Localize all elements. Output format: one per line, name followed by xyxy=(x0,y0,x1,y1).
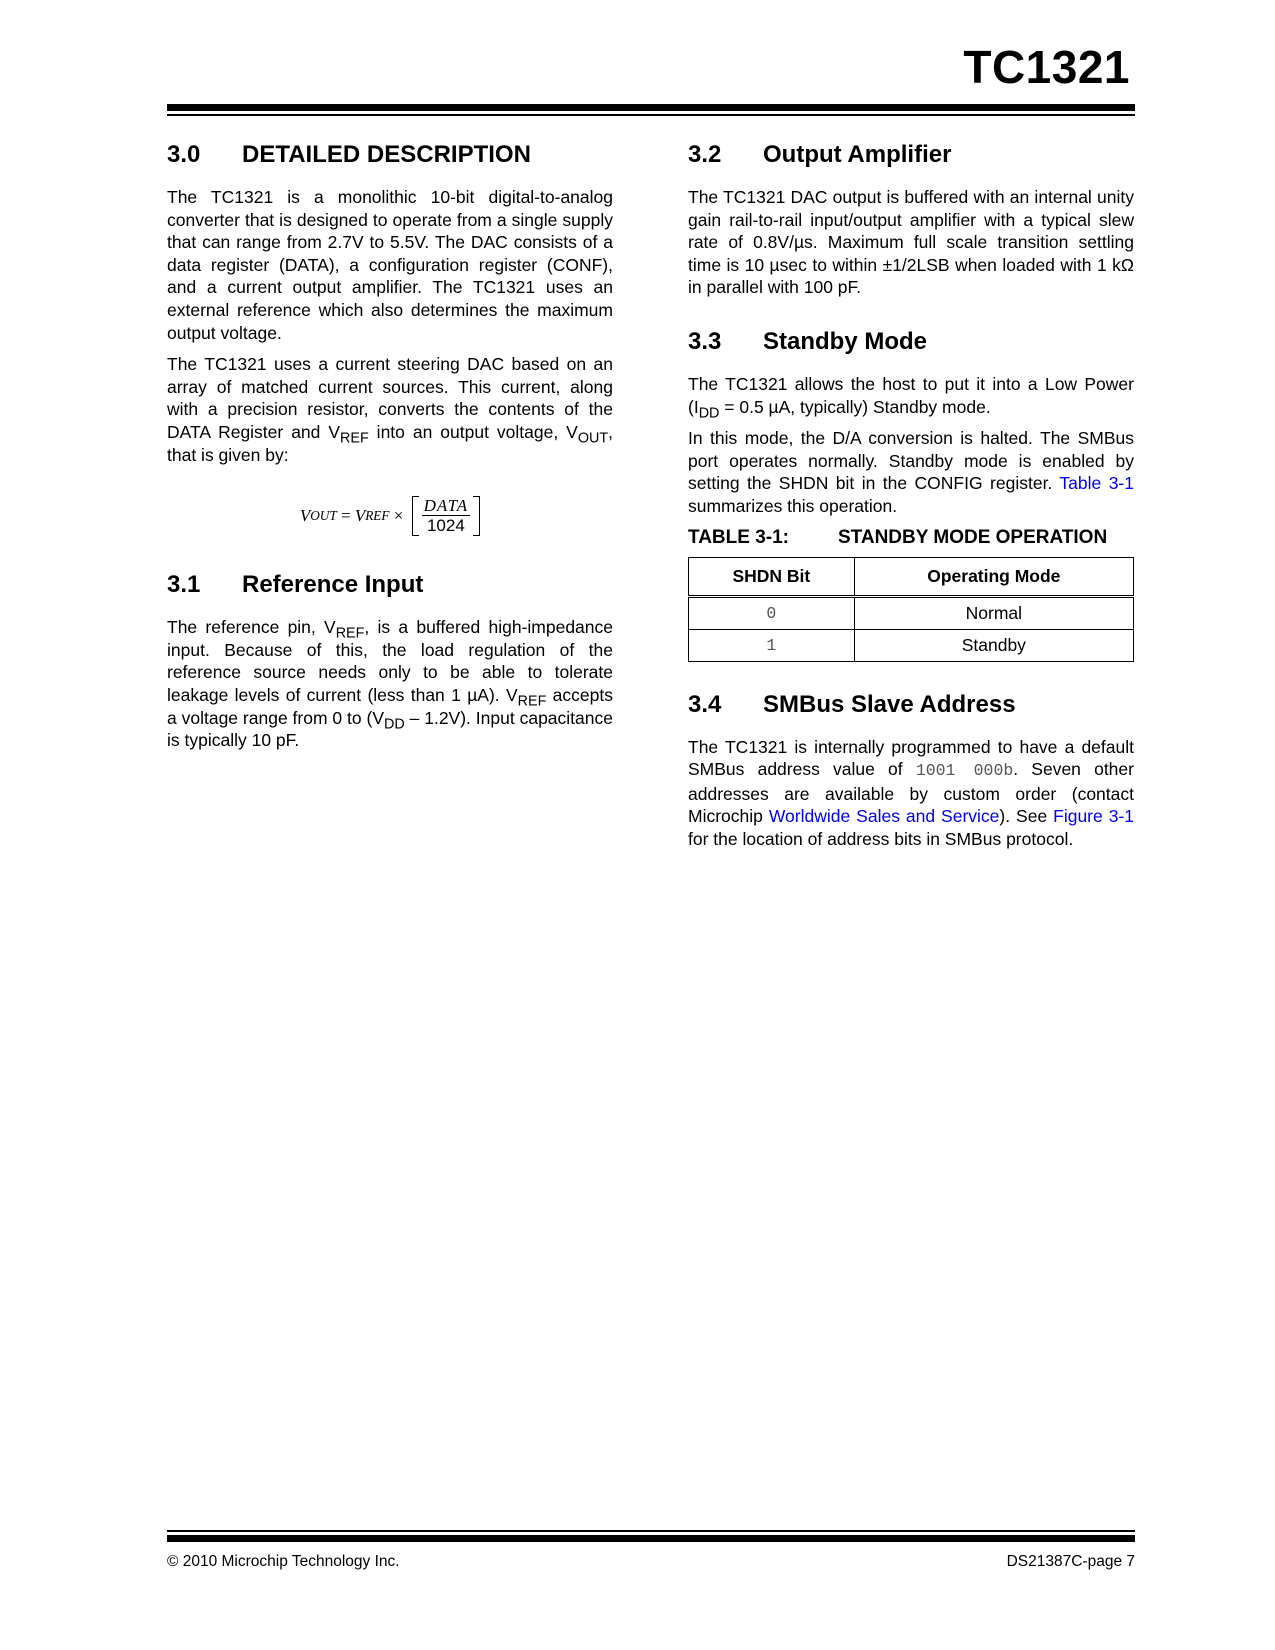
table-label: TABLE 3-1: xyxy=(688,526,789,548)
table-caption xyxy=(688,527,1134,549)
section-number: 3.0 xyxy=(167,141,201,168)
table-cell: 1 xyxy=(689,629,855,661)
right-column xyxy=(688,138,1134,877)
table-cell: 0 xyxy=(689,596,855,629)
section-heading xyxy=(167,568,613,602)
table-title: STANDBY MODE OPERATION xyxy=(838,526,1108,548)
header-rule-thin xyxy=(167,114,1135,116)
equation-fraction xyxy=(419,497,474,536)
paragraph: The TC1321 is internally programmed to have a default SMBus address value of 1001 000b. Seven other addresses are available by custom order (contact Microchip Worldwide Sales and Service). See Figure 3-1 for the location of address bits in SMBus protocol. xyxy=(688,736,1134,849)
footer-rule-thick xyxy=(167,1535,1135,1542)
section-3-3 xyxy=(688,325,1134,662)
section-number: 3.1 xyxy=(167,571,201,599)
document-title: TC1321 xyxy=(963,41,1130,93)
section-number: 3.4 xyxy=(688,690,722,718)
section-3-0 xyxy=(167,138,613,538)
section-3-4 xyxy=(688,688,1134,851)
sales-service-link[interactable]: Worldwide Sales and Service xyxy=(768,806,1000,827)
section-title: Reference Input xyxy=(242,571,424,599)
column-header: SHDN Bit xyxy=(689,557,855,596)
vout-equation: V OUT = V REF × $\frac{\text{DATA}}{1024}$ xyxy=(167,494,613,538)
address-code: 1001 000b xyxy=(915,761,1014,781)
section-heading xyxy=(688,325,1134,359)
section-3-1 xyxy=(167,568,613,752)
footer-page-number: DS21387C-page 7 xyxy=(1006,1553,1135,1570)
header-rule-thick xyxy=(167,104,1135,111)
table-cell: Normal xyxy=(854,596,1133,629)
section-title: DETAILED DESCRIPTION xyxy=(242,141,531,168)
section-heading xyxy=(688,688,1134,722)
table-row xyxy=(689,596,1134,629)
section-heading xyxy=(688,138,1134,172)
equation-bracket xyxy=(412,496,481,536)
paragraph: The TC1321 is a monolithic 10-bit digital-to-analog converter that is designed to operate from a single supply that can range from 2.7V to 5.5V. The DAC consists of a data register (DATA), a configuration register (CONF), and a current output amplifier. The TC1321 uses an external reference which also determines the maximum output voltage. xyxy=(167,187,613,343)
column-header: Operating Mode xyxy=(854,557,1133,596)
table-row xyxy=(689,629,1134,661)
paragraph: In this mode, the D/A conversion is halted. The SMBus port operates normally. Standby mode is enabled by setting the SHDN bit in the CONFIG register. Table 3-1 summarizes this operation. xyxy=(688,428,1134,516)
section-title: SMBus Slave Address xyxy=(763,690,1016,718)
section-title: Output Amplifier xyxy=(763,141,952,168)
table-header-row xyxy=(689,557,1134,596)
paragraph: The TC1321 allows the host to put it into a Low Power ($I_{DD} = 0.5$ µA, typically) Standby mode. xyxy=(688,373,1134,421)
section-heading xyxy=(167,138,613,172)
section-number: 3.2 xyxy=(688,141,722,168)
section-title: Standby Mode xyxy=(763,327,928,355)
fraction-numerator: DATA xyxy=(423,495,469,515)
table-cell: Standby xyxy=(854,629,1133,661)
footer-copyright: © 2010 Microchip Technology Inc. xyxy=(167,1553,400,1570)
section-number: 3.3 xyxy=(688,327,722,355)
paragraph: The reference pin, $V_{REF}$, is a buffered high-impedance input. Because of this, the load regulation of the reference source needs only to be able to tolerate leakage levels of current (less than 1 µA). $V_{REF}$ accepts a voltage range from 0 to $(V_{DD} - 1.2V)$. Input capacitance is typically 10 pF. xyxy=(167,617,614,751)
left-column xyxy=(167,138,613,778)
section-3-2 xyxy=(688,138,1134,299)
footer-rule-thin xyxy=(167,1530,1135,1532)
fraction-denominator: 1024 xyxy=(426,515,465,535)
table-3-1-link[interactable]: Table 3-1 xyxy=(1059,473,1134,494)
standby-mode-table xyxy=(688,557,1134,662)
paragraph: The TC1321 DAC output is buffered with an internal unity gain rail-to-rail input/output amplifier with a typical slew rate of 0.8V/µs. Maximum full scale transition settling time is 10 µsec to within ±1/2LSB when loaded with 1 kΩ in parallel with 100 pF. xyxy=(688,187,1134,298)
paragraph: The TC1321 uses a current steering DAC based on an array of matched current sources. This current, along with a precision resistor, converts the contents of the DATA Register and $V_{REF}$ into an output voltage, $V_{OUT}$, that is given by: xyxy=(167,354,613,465)
figure-3-1-link[interactable]: Figure 3-1 xyxy=(1053,806,1134,827)
